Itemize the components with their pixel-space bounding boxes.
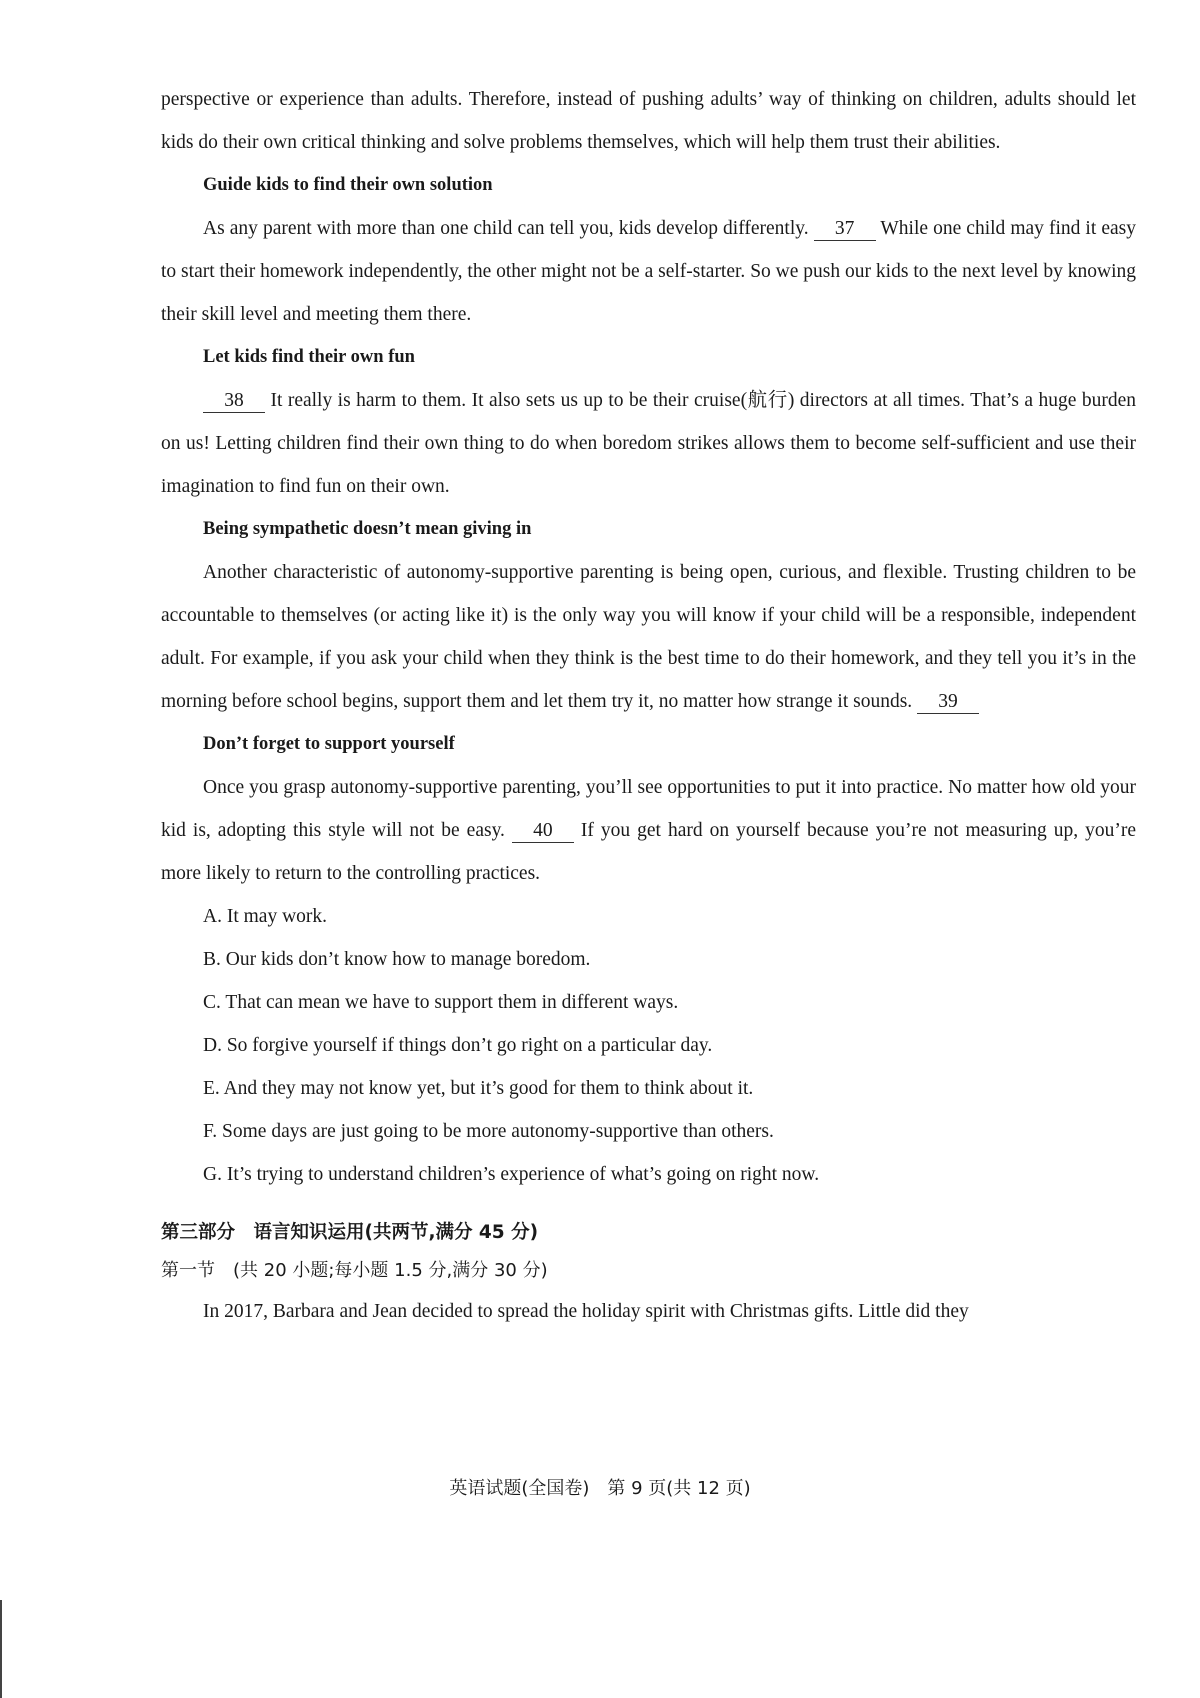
- intro-paragraph: perspective or experience than adults. Therefore, instead of pushing adults’ way of thinking on children, adults should let kids do their own critical thinking and solve problems themselves, which will help them trust their abilities.: [161, 89, 1136, 153]
- cloze-passage-start: In 2017, Barbara and Jean decided to spread the holiday spirit with Christmas gifts. Little did they: [203, 1301, 969, 1322]
- option-e: E. And they may not know yet, but it’s good for them to think about it.: [203, 1078, 754, 1099]
- option-g: G. It’s trying to understand children’s experience of what’s going on right now.: [203, 1164, 820, 1185]
- paragraph-text: It really is harm to them. It also sets us up to be their cruise(航行) directors at all times. That’s a huge burden on us! Letting children find their own thing to do when boredom strikes allows them to become self-sufficient and use their imagination to find fun on their own.: [161, 390, 1136, 497]
- option-d: D. So forgive yourself if things don’t go right on a particular day.: [203, 1035, 713, 1056]
- paragraph-text: While one child may find it easy to start their homework independently, the other might not be a self-starter. So we push our kids to the next level by knowing their skill level and meeting them there.: [161, 218, 1136, 325]
- answer-options-list: [161, 895, 1136, 1196]
- section-heading-support-yourself: Don’t forget to support yourself: [203, 734, 455, 754]
- section-heading-find-fun: Let kids find their own fun: [203, 347, 415, 367]
- answer-blank-37: 37: [814, 218, 876, 241]
- section-paragraph-support-yourself: [161, 766, 1136, 895]
- paragraph-text: If you get hard on yourself because you’re not measuring up, you’re more likely to return to the controlling practices.: [161, 820, 1136, 884]
- paragraph-text: As any parent with more than one child can tell you, kids develop differently.: [203, 218, 814, 239]
- section-paragraph-guide-kids: [161, 207, 1136, 336]
- option-c: C. That can mean we have to support them in different ways.: [203, 992, 679, 1013]
- page-footer: 英语试题(全国卷) 第 9 页(共 12 页): [449, 1478, 751, 1499]
- paragraph-text: Once you grasp autonomy-supportive parenting, you’ll see opportunities to put it into practice. No matter how old your kid is, adopting this style will not be easy.: [161, 777, 1136, 841]
- part3-title: 第三部分 语言知识运用(共两节,满分 45 分): [161, 1222, 539, 1243]
- option-f: F. Some days are just going to be more autonomy-supportive than others.: [203, 1121, 774, 1142]
- answer-blank-40: 40: [512, 820, 574, 843]
- part3-subtitle: 第一节 (共 20 小题;每小题 1.5 分,满分 30 分): [161, 1260, 548, 1281]
- answer-blank-39: 39: [917, 691, 979, 714]
- section-heading-guide-kids: Guide kids to find their own solution: [203, 175, 493, 195]
- section-heading-sympathetic: Being sympathetic doesn’t mean giving in: [203, 519, 532, 539]
- exam-page-content: [161, 78, 1136, 1333]
- paragraph-text: Another characteristic of autonomy-supportive parenting is being open, curious, and flexible. Trusting children to be accountable to themselves (or acting like it) is the only way you will know if your child will be a responsible, independent adult. For example, if you ask your child when they think is the best time to do their homework, and they tell you it’s in the morning before school begins, support them and let them try it, no matter how strange it sounds.: [161, 562, 1136, 712]
- section-paragraph-sympathetic: [161, 551, 1136, 723]
- answer-blank-38: 38: [203, 390, 265, 413]
- option-b: B. Our kids don’t know how to manage boredom.: [203, 949, 591, 970]
- option-a: A. It may work.: [203, 906, 328, 927]
- scan-edge-line: [0, 1600, 2, 1698]
- section-paragraph-find-fun: [161, 379, 1136, 508]
